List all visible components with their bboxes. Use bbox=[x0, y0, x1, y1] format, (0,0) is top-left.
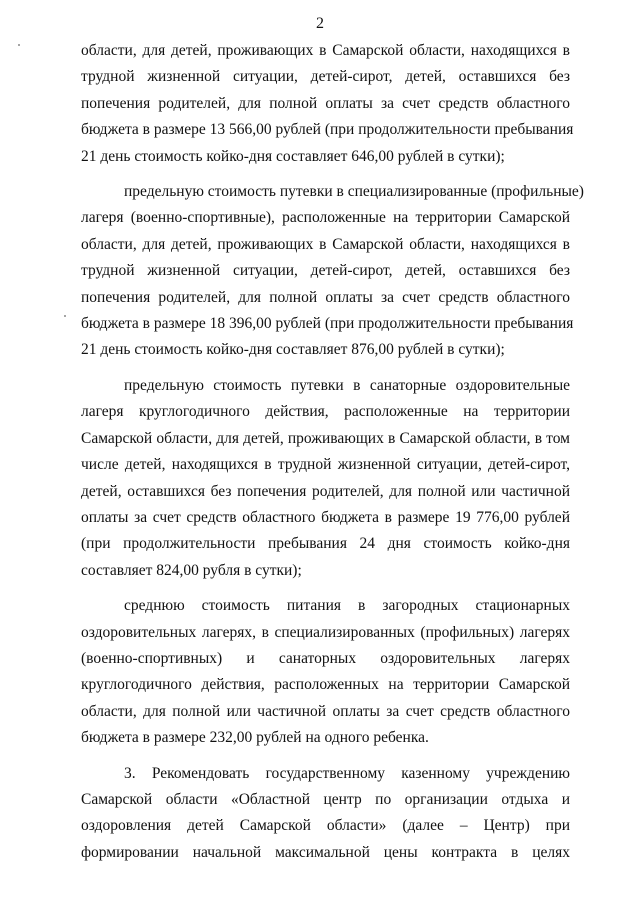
paragraph-meal-cost bbox=[81, 593, 570, 751]
text-line: составляет 824,00 рубля в сутки); bbox=[81, 561, 302, 579]
text-line: оздоровительных лагерях, в специализированных (профильных) лагерях bbox=[81, 623, 570, 641]
text-line: среднюю стоимость питания в загородных стационарных bbox=[124, 597, 570, 615]
text-line: детей, оставшихся без попечения родителей, для полной или частичной bbox=[81, 482, 570, 500]
text-line: лагеря круглогодичного действия, расположенные на территории bbox=[81, 403, 570, 421]
text-line: трудной жизненной ситуации, детей-сирот, детей, оставшихся без bbox=[81, 262, 570, 280]
scan-speck bbox=[64, 315, 66, 317]
text-line: 21 день стоимость койко-дня составляет 646,00 рублей в сутки); bbox=[81, 147, 505, 165]
text-line: попечения родителей, для полной оплаты за счет средств областного bbox=[81, 288, 570, 306]
paragraph-specialized-camps bbox=[81, 179, 584, 364]
document-body bbox=[81, 38, 584, 866]
text-line: круглогодичного действия, расположенных на территории Самарской bbox=[81, 676, 570, 694]
text-line: бюджета в размере 232,00 рублей на одного ребенка. bbox=[81, 729, 429, 747]
text-line: Самарской области, для детей, проживающих в Самарской области, в том bbox=[81, 429, 570, 447]
paragraph-sanatorium-camps bbox=[81, 373, 570, 584]
text-line: оздоровления детей Самарской области» (далее – Центр) при bbox=[81, 817, 570, 835]
text-line: лагеря (военно-спортивные), расположенные на территории Самарской bbox=[81, 209, 570, 227]
text-line: числе детей, находящихся в трудной жизненной ситуации, детей-сирот, bbox=[81, 456, 570, 474]
text-line: 3. Рекомендовать государственному казенному учреждению bbox=[124, 764, 570, 782]
text-line: бюджета в размере 13 566,00 рублей (при продолжительности пребывания bbox=[81, 121, 574, 139]
text-line: (военно-спортивных) и санаторных оздоровительных лагерях bbox=[81, 649, 570, 667]
text-line: предельную стоимость путевки в санаторные оздоровительные bbox=[124, 376, 570, 394]
text-line: Самарской области «Областной центр по организации отдыха и bbox=[81, 790, 570, 808]
text-line: (при продолжительности пребывания 24 дня стоимость койко-дня bbox=[81, 535, 570, 553]
text-line: формировании начальной максимальной цены контракта в целях bbox=[81, 843, 570, 861]
paragraph-1-continuation bbox=[81, 38, 574, 170]
text-line: бюджета в размере 18 396,00 рублей (при продолжительности пребывания bbox=[81, 315, 574, 333]
text-line: области, для детей, проживающих в Самарской области, находящихся в bbox=[81, 42, 570, 59]
page-number: 2 bbox=[316, 15, 324, 32]
text-line: трудной жизненной ситуации, детей-сирот, детей, оставшихся без bbox=[81, 68, 570, 86]
text-line: предельную стоимость путевки в специализированные (профильные) bbox=[124, 183, 584, 201]
text-line: оплаты за счет средств областного бюджета в размере 19 776,00 рублей bbox=[81, 508, 570, 526]
paragraph-item-3 bbox=[81, 761, 570, 867]
text-line: области, для полной или частичной оплаты за счет средств областного bbox=[81, 702, 570, 720]
text-line: 21 день стоимость койко-дня составляет 876,00 рублей в сутки); bbox=[81, 341, 505, 359]
text-line: попечения родителей, для полной оплаты за счет средств областного bbox=[81, 94, 570, 112]
scan-speck bbox=[18, 44, 20, 46]
text-line: области, для детей, проживающих в Самарской области, находящихся в bbox=[81, 235, 570, 253]
